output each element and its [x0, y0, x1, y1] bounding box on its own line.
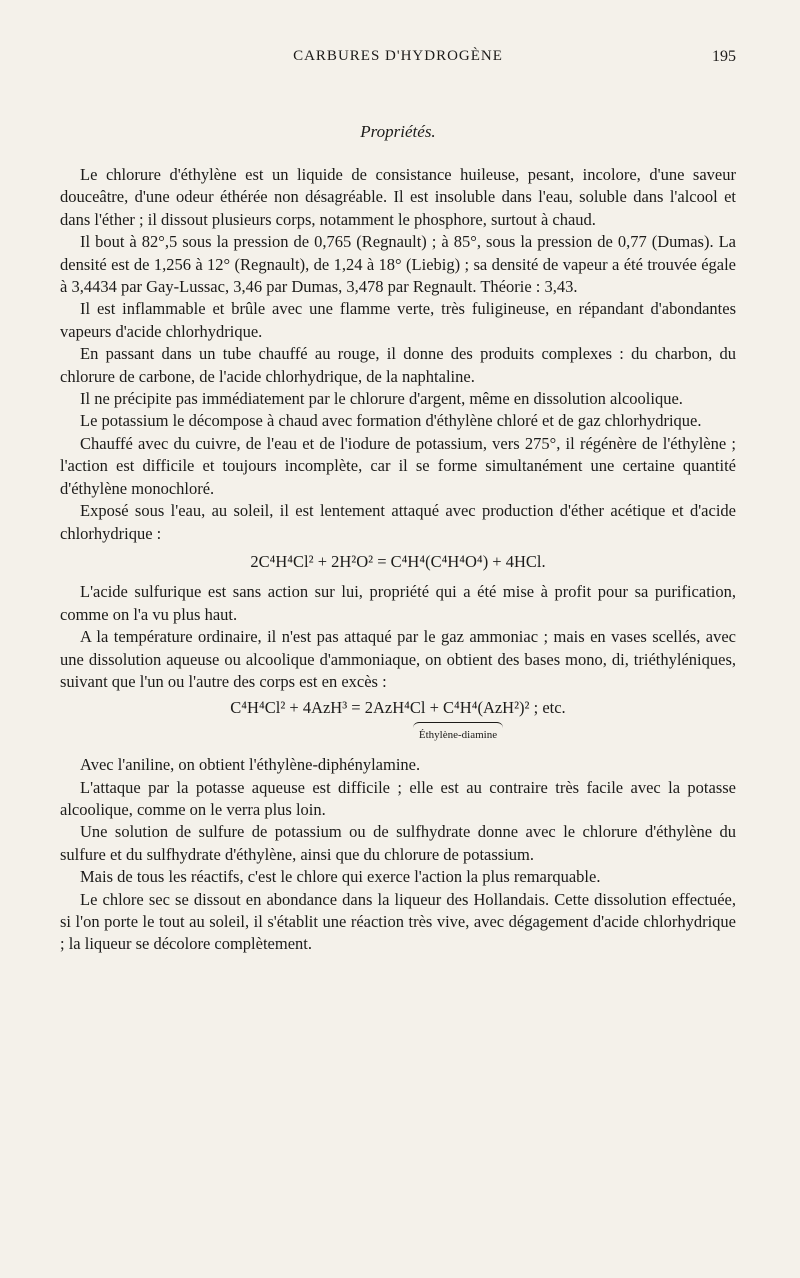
- equation-ether-acetique: 2C⁴H⁴Cl² + 2H²O² = C⁴H⁴(C⁴H⁴O⁴) + 4HCl.: [250, 551, 546, 571]
- page-number: 195: [712, 48, 736, 65]
- paragraph: Il ne précipite pas immédiatement par le chlorure d'argent, même en dissolution alcoolique.: [80, 389, 683, 409]
- running-head: [60, 40, 736, 68]
- paragraph: Chauffé avec du cuivre, de l'eau et de l'iodure de potassium, vers 275°, il régénère de l'éthylène ; l'action est difficile et toujours incomplète, car il se forme simultanément une certaine quantité d'éthylène monochloré.: [60, 433, 736, 498]
- equation-ammoniac: C⁴H⁴Cl² + 4AzH³ = 2AzH⁴Cl + C⁴H⁴(AzH²)² ; etc.: [230, 698, 566, 718]
- paragraph: Le potassium le décompose à chaud avec formation d'éthylène chloré et de gaz chlorhydrique.: [80, 411, 702, 431]
- section-title: Propriétés.: [360, 122, 436, 141]
- paragraph: Le chlorure d'éthylène est un liquide de consistance huileuse, pesant, incolore, d'une saveur douceâtre, d'une odeur éthérée non désagréable. Il est insoluble dans l'eau, soluble dans l'alcool et dans l'éther ; il dissout plusieurs corps, notamment le phosphore, surtout à chaud.: [60, 165, 736, 229]
- paragraph: Le chlore sec se dissout en abondance dans la liqueur des Hollandais. Cette dissolution effectuée, si l'on porte le tout au soleil, il s'établit une réaction très vive, avec dégagement d'acide chlorhydrique ; la liqueur se décolore complètement.: [60, 889, 736, 954]
- paragraph: L'attaque par la potasse aqueuse est difficile ; elle est au contraire très facile avec la potasse alcoolique, comme on le verra plus loin.: [60, 777, 736, 819]
- paragraph: Il est inflammable et brûle avec une flamme verte, très fuligineuse, en répandant d'abondantes vapeurs d'acide chlorhydrique.: [60, 299, 736, 341]
- book-page: [60, 40, 736, 956]
- body-text: [60, 164, 736, 956]
- equation-brace-label: Éthylène-diamine: [413, 722, 503, 746]
- paragraph: Avec l'aniline, on obtient l'éthylène-diphénylamine.: [80, 755, 421, 775]
- paragraph: Il bout à 82°,5 sous la pression de 0,765 (Regnault) ; à 85°, sous la pression de 0,77 (Dumas). La densité est de 1,256 à 12° (Regnault), de 1,24 à 18° (Liebig) ; sa densité de vapeur a été trouvée égale à 3,4434 par Gay-Lussac, 3,46 par Dumas, 3,478 par Regnault. Théorie : 3,43.: [60, 232, 736, 297]
- running-title: CARBURES D'HYDROGÈNE: [293, 48, 503, 64]
- paragraph: Une solution de sulfure de potassium ou de sulfhydrate donne avec le chlorure d'éthylène du sulfure et du sulfhydrate d'éthylène, ainsi que du chlorure de potassium.: [60, 822, 736, 864]
- equation-ammoniac-block: [60, 697, 736, 746]
- paragraph: En passant dans un tube chauffé au rouge, il donne des produits complexes : du charbon, du chlorure de carbone, de l'acide chlorhydrique, de la naphtaline.: [60, 344, 736, 386]
- paragraph: Mais de tous les réactifs, c'est le chlore qui exerce l'action la plus remarquable.: [80, 867, 601, 887]
- paragraph: L'acide sulfurique est sans action sur lui, propriété qui a été mise à profit pour sa purification, comme on l'a vu plus haut.: [60, 582, 736, 624]
- paragraph: A la température ordinaire, il n'est pas attaqué par le gaz ammoniac ; mais en vases scellés, avec une dissolution aqueuse ou alcoolique d'ammoniaque, on obtient des bases mono, di, triéthyléniques, suivant que l'un ou l'autre des corps est en excès :: [60, 627, 736, 691]
- paragraph: Exposé sous l'eau, au soleil, il est lentement attaqué avec production d'éther acétique et d'acide chlorhydrique :: [60, 501, 736, 543]
